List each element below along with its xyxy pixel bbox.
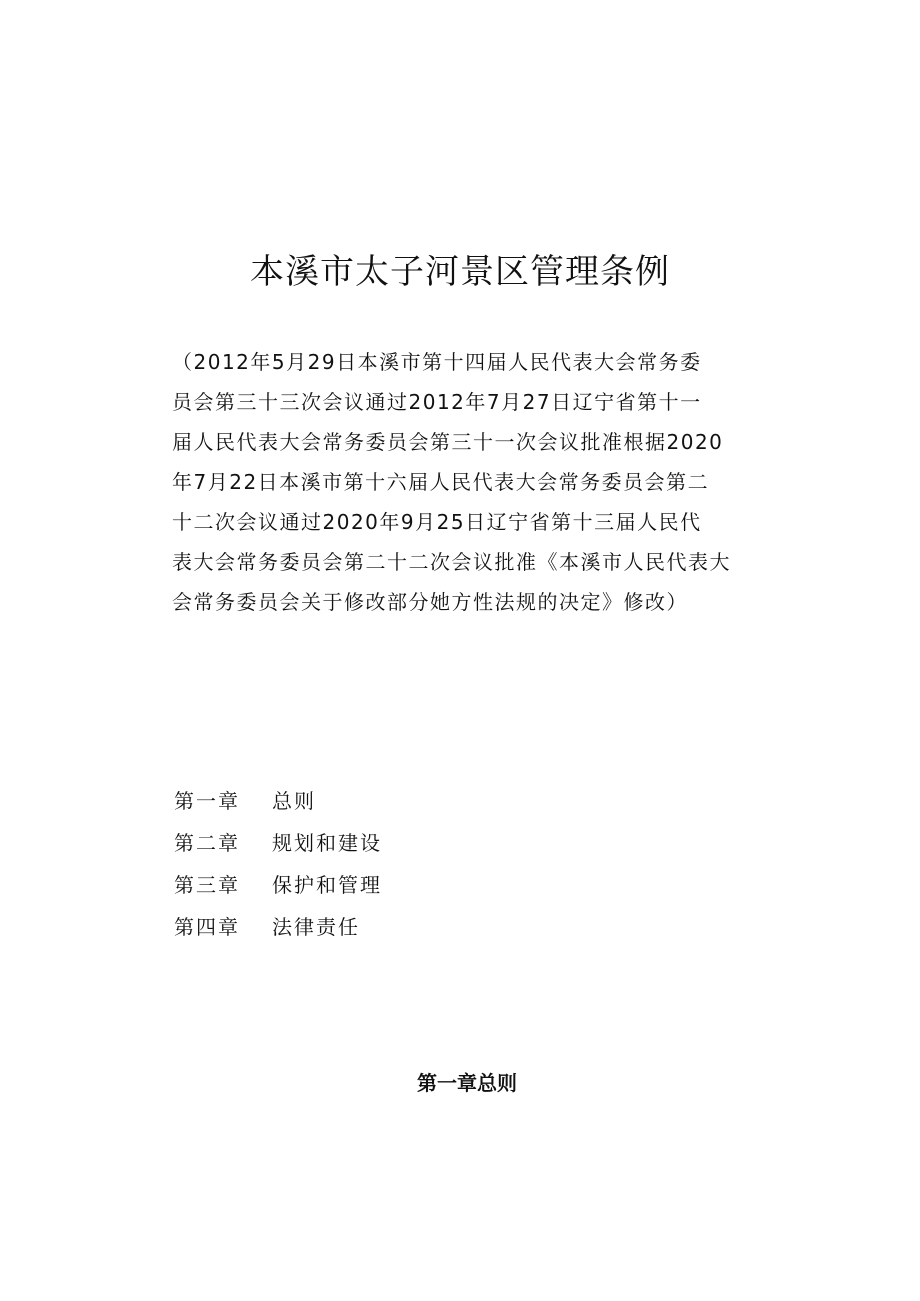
preamble-line: 会常务委员会关于修改部分她方性法规的决定》修改） xyxy=(172,590,688,614)
preamble xyxy=(172,342,770,622)
chapter-heading: 第一章总则 xyxy=(417,1071,517,1095)
document-title: 本溪市太子河景区管理条例 xyxy=(250,252,670,292)
toc-chapter-name: 保护和管理 xyxy=(272,872,382,897)
toc-chapter-name: 总则 xyxy=(272,788,316,813)
preamble-line: 十二次会议通过2020年9月25日辽宁省第十三届人民代 xyxy=(172,510,702,534)
preamble-line: 员会第三十三次会议通过2012年7月27日辽宁省第十一 xyxy=(172,390,702,414)
toc-chapter-number: 第四章 xyxy=(174,914,240,939)
toc-item xyxy=(174,820,674,862)
preamble-line: 届人民代表大会常务委员会第三十一次会议批准根据2020 xyxy=(172,430,724,454)
preamble-line: 表大会常务委员会第二十二次会议批准《本溪市人民代表大 xyxy=(172,550,731,574)
preamble-line: 年7月22日本溪市第十六届人民代表大会常务委员会第二 xyxy=(172,470,710,494)
preamble-line: （2012年5月29日本溪市第十四届人民代表大会常务委 xyxy=(172,350,702,374)
toc-item xyxy=(174,778,674,820)
toc-chapter-name: 法律责任 xyxy=(272,914,360,939)
table-of-contents xyxy=(174,778,674,946)
toc-chapter-number: 第一章 xyxy=(174,788,240,813)
toc-item xyxy=(174,862,674,904)
toc-chapter-name: 规划和建设 xyxy=(272,830,382,855)
toc-chapter-number: 第二章 xyxy=(174,830,240,855)
toc-item xyxy=(174,904,674,946)
toc-chapter-number: 第三章 xyxy=(174,872,240,897)
